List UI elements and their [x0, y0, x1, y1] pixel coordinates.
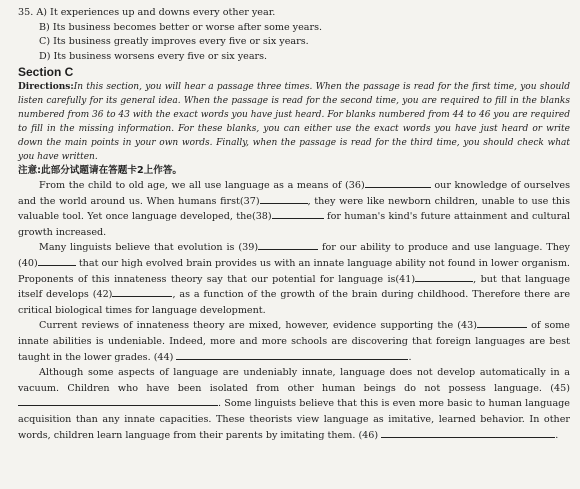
passage-paragraph-3: Current reviews of innateness theory are mixed, however, evidence supporting the (43) of some innate abilities is undeniable. Indeed, more and more schools are discovering that foreign languages are best taught in the lower grades. (44) . [18, 320, 570, 363]
blank-42[interactable] [112, 287, 172, 297]
blank-37[interactable] [260, 194, 308, 204]
section-title: Section C [18, 65, 74, 79]
option-d: D) Its business worsens every five or six years. [39, 50, 268, 62]
directions-text: In this section, you will hear a passage three times. When the passage is read for the first time, you should listen carefully for its general idea. When the passage is read for the second time, you are required to fill in the blanks numbered from 36 to 43 with the exact words you have just heard. For blanks numbered from 44 to 46 you are required to fill in the missing information. For these blanks, you can either use the exact words you have just heard or write down the main points in your own words. Finally, when the passage is read for the third time, you should check what you have written. [18, 82, 570, 162]
blank-46[interactable] [381, 428, 555, 438]
blank-44[interactable] [176, 350, 408, 360]
option-a: 35. A) It experiences up and downs every other year. [18, 7, 276, 18]
blank-38[interactable] [272, 209, 324, 219]
blank-36[interactable] [365, 178, 431, 188]
option-b: B) Its business becomes better or worse after some years. [39, 21, 323, 33]
section-directions [18, 80, 570, 164]
blank-43[interactable] [477, 318, 527, 328]
blank-45[interactable] [18, 396, 218, 406]
passage-paragraph-1: From the child to old age, we all use language as a means of (36) our knowledge of ourselves and the world around us. When humans first(37) , they were like newborn children, unable to use this valuable tool. Yet once language developed, the(38) for human's kind's future attainment and cultural growth increased. [18, 180, 570, 238]
blank-39[interactable] [258, 240, 318, 250]
blank-40[interactable] [38, 256, 76, 266]
question-35-options [18, 6, 570, 64]
passage-paragraph-4: Although some aspects of language are undeniably innate, language does not develop automatically in a vacuum. Children who have been isolated from other human beings do not possess language. (45) . Some linguists believe that this is even more basic to human language acquisition than any innate capacities. These theorists view language as imitative, learned behavior. In other words, children learn language from their parents by imitating them. (46) . [18, 367, 570, 441]
question-number: 35. [18, 7, 34, 18]
directions-label: Directions: [18, 82, 74, 92]
passage-paragraph-2: Many linguists believe that evolution is (39) for our ability to produce and use language. They (40) that our high evolved brain provides us with an innate language ability not found in lower organism. Proponents of this innateness theory say that our potential for language is(41) , but that language itself develops (42) , as a function of the growth of the brain during childhood. Therefore there are critical biological times for language development. [18, 242, 570, 316]
option-c: C) Its business greatly improves every five or six years. [39, 36, 309, 47]
blank-41[interactable] [415, 272, 473, 282]
answer-sheet-notice: 注意:此部分试题请在答题卡2上作答。 [18, 165, 183, 176]
